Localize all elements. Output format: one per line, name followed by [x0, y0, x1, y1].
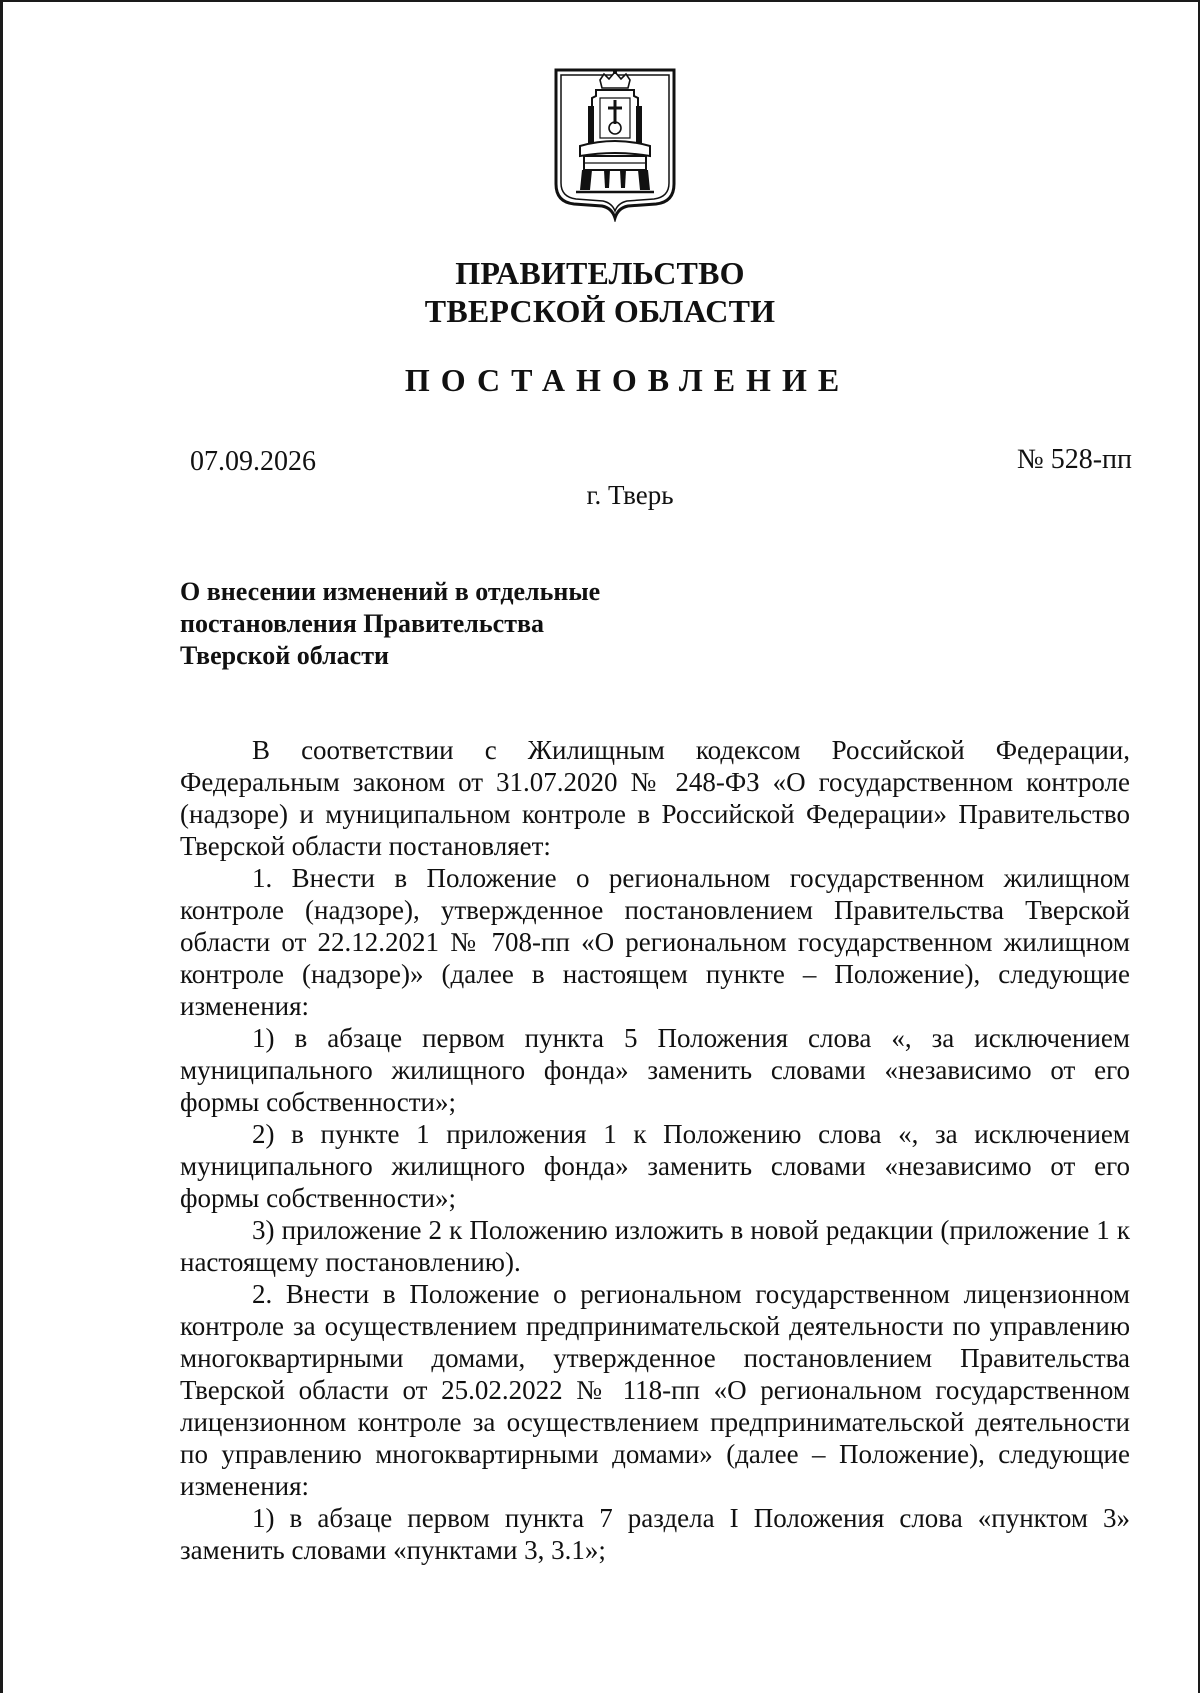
item-1-sub-2-paragraph: 2) в пункте 1 приложения 1 к Положению слова «, за исключением муниципального жилищного фонда» заменить словами «независимо от его формы собственности»;: [180, 1119, 1130, 1213]
item-1-sub-1-paragraph: 1) в абзаце первом пункта 5 Положения слова «, за исключением муниципального жилищного фонда» заменить словами «независимо от его формы собственности»;: [180, 1023, 1130, 1117]
item-1-sub-3-paragraph: 3) приложение 2 к Положению изложить в новой редакции (приложение 1 к настоящему постановлению).: [180, 1215, 1130, 1277]
item-1-paragraph: 1. Внести в Положение о региональном государственном жилищном контроле (надзоре), утвержденное постановлением Правительства Тверской области от 22.12.2021 № 708-пп «О региональном государственном жилищном контроле (надзоре)» (далее в настоящем пункте – Положение), следующие изменения:: [180, 863, 1130, 1021]
subject-line3: Тверской области: [180, 641, 389, 670]
subject-line1: О внесении изменений в отдельные: [180, 577, 601, 606]
scan-border-top: [0, 0, 1200, 2]
government-title-line2: ТВЕРСКОЙ ОБЛАСТИ: [424, 293, 776, 329]
subject-line2: постановления Правительства: [180, 609, 544, 638]
document-date: 07.09.2026: [190, 446, 316, 477]
document-type-heading: ПОСТАНОВЛЕНИЕ: [404, 362, 851, 398]
document-number: № 528-пп: [1016, 444, 1132, 475]
government-title-line1: ПРАВИТЕЛЬСТВО: [455, 255, 745, 291]
item-2-paragraph: 2. Внести в Положение о региональном государственном лицензионном контроле за осуществлением предпринимательской деятельности по управлению многоквартирными домами, утвержденное постановлением Правительства Тверской области от 25.02.2022 № 118-пп «О региональном государственном лицензионном контроле за осуществлением предпринимательской деятельности по управлению многоквартирными домами» (далее – Положение), следующие изменения:: [180, 1279, 1130, 1501]
item-2-sub-1-paragraph: 1) в абзаце первом пункта 7 раздела I Положения слова «пунктом 3» заменить словами «пунктами 3, 3.1»;: [180, 1503, 1130, 1565]
preamble-paragraph: В соответствии с Жилищным кодексом Российской Федерации, Федеральным законом от 31.07.2020 № 248-ФЗ «О государственном контроле (надзоре) и муниципальном контроле в Российской Федерации» Правительство Тверской области постановляет:: [180, 735, 1130, 861]
document-city: г. Тверь: [586, 480, 674, 510]
tver-coat-of-arms-emblem: [552, 66, 678, 222]
document-body: [180, 734, 1130, 1566]
document-subject: [180, 576, 600, 672]
